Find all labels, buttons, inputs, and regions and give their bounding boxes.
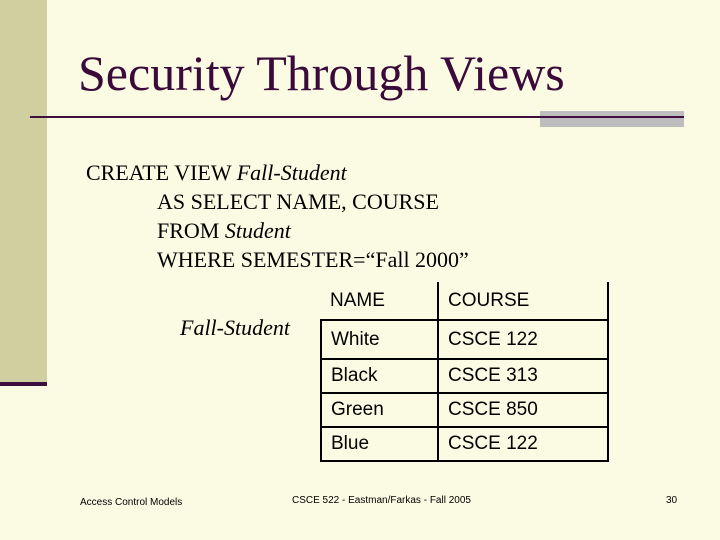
from-keyword: FROM — [157, 218, 225, 243]
view-result-table — [320, 282, 609, 462]
code-line-select: AS SELECT NAME, COURSE — [157, 189, 439, 214]
cell-name: Black — [321, 359, 438, 393]
table-row — [321, 320, 608, 359]
code-line-from — [157, 218, 291, 244]
cell-course: CSCE 850 — [438, 393, 608, 427]
title-rule-accent — [540, 111, 684, 127]
cell-name: White — [321, 320, 438, 359]
page-number: 30 — [666, 495, 678, 506]
view-table-label: Fall-Student — [180, 315, 290, 340]
table-row — [321, 393, 608, 427]
cell-course: CSCE 313 — [438, 359, 608, 393]
table-header-row — [321, 282, 608, 320]
code-line-create-view — [86, 160, 347, 186]
header-name: NAME — [321, 282, 438, 320]
cell-name: Blue — [321, 427, 438, 461]
slide-title: Security Through Views — [78, 45, 565, 101]
left-sidebar-bar — [0, 0, 47, 382]
code-line-where: WHERE SEMESTER=“Fall 2000” — [157, 247, 469, 272]
footer-left-text: Access Control Models — [80, 497, 183, 508]
cell-course: CSCE 122 — [438, 427, 608, 461]
title-rule-accent-line — [540, 116, 684, 118]
table-row — [321, 427, 608, 461]
view-name: Fall-Student — [236, 160, 347, 185]
footer-center-text: CSCE 522 - Eastman/Farkas - Fall 2005 — [292, 495, 471, 506]
table-row — [321, 359, 608, 393]
cell-name: Green — [321, 393, 438, 427]
left-sidebar-base-line — [0, 382, 47, 386]
source-table-name: Student — [224, 218, 291, 243]
cell-course: CSCE 122 — [438, 320, 608, 359]
create-view-keyword: CREATE VIEW — [86, 160, 237, 185]
header-course: COURSE — [438, 282, 608, 320]
